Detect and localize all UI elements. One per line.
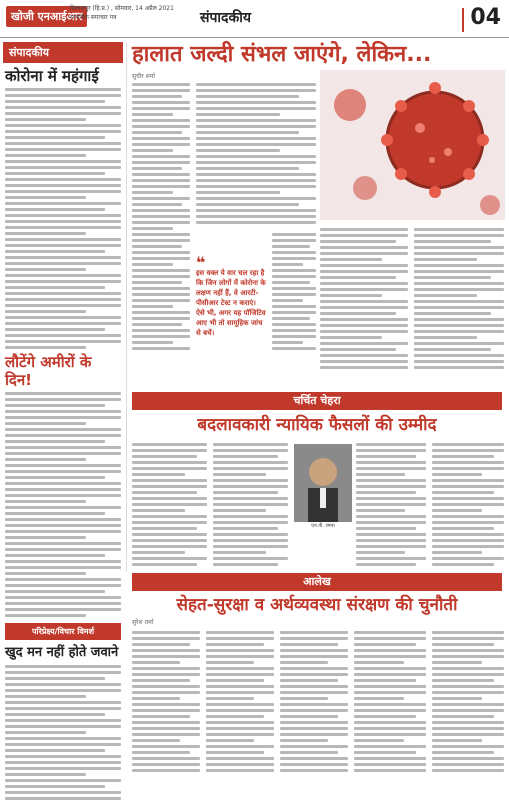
featured-person-band: चर्चित चेहरा bbox=[132, 392, 502, 410]
aalekh-col-1 bbox=[132, 628, 200, 775]
story-heading-1: कोरोना में महंगाई bbox=[5, 67, 99, 85]
main-story-col-1 bbox=[132, 80, 190, 353]
story-heading-2: लौटेंगे अमीरों के दिन! bbox=[5, 353, 92, 389]
pull-quote-text: इस वक्त ये वार चल रहा है कि जिन लोगों में कोरोना के लक्षण नहीं हैं, वे आरटी-पीसीआर टेस्ट न कराएं। ऐसे भी, अगर यह पॉजिटिव आए भी तो सामूहिक जांच से बचें। bbox=[196, 269, 266, 337]
main-byline: सुधीर शर्मा bbox=[132, 73, 155, 80]
main-headline: हालात जल्दी संभल जाएंगे, लेकिन... bbox=[132, 42, 432, 67]
chehra-col-1 bbox=[132, 440, 207, 569]
quote-icon: ❝ bbox=[196, 253, 206, 272]
masthead-subtitle: सामयिक समाचार पत्र bbox=[70, 14, 117, 21]
story-body-3 bbox=[3, 665, 123, 800]
article-headline: सेहत-सुरक्षा व अर्थव्यवस्था संरक्षण की चुनौती bbox=[176, 595, 458, 615]
main-story-col-2 bbox=[196, 80, 316, 227]
left-column bbox=[3, 42, 123, 794]
newspaper-logo: खोजी एनआईआर bbox=[6, 6, 87, 27]
main-story-col-2b bbox=[272, 230, 316, 353]
featured-person-headline: बदलावकारी न्यायिक फैसलों की उम्मीद bbox=[197, 415, 437, 435]
main-story-col-3 bbox=[320, 225, 408, 372]
story-heading-3: खुद मन नहीं होते जवाने bbox=[5, 645, 119, 660]
story-body-1 bbox=[3, 88, 123, 349]
column-divider bbox=[126, 42, 127, 572]
judge-portrait bbox=[294, 444, 352, 522]
masthead bbox=[0, 0, 509, 38]
main-story-col-4 bbox=[414, 225, 504, 372]
chehra-col-4 bbox=[432, 440, 504, 569]
chehra-col-3 bbox=[356, 440, 426, 569]
pull-quote bbox=[196, 253, 266, 338]
opinion-box bbox=[5, 623, 121, 640]
aalekh-col-4 bbox=[354, 628, 426, 775]
aalekh-col-2 bbox=[206, 628, 274, 775]
virus-illustration bbox=[320, 70, 505, 220]
aalekh-col-3 bbox=[280, 628, 348, 775]
section-title: संपादकीय bbox=[200, 10, 251, 26]
story-body-2 bbox=[3, 392, 123, 617]
editorial-band: संपादकीय bbox=[3, 42, 123, 63]
portrait-caption: एन.वी. रमना bbox=[311, 523, 335, 529]
person-photo bbox=[294, 444, 352, 522]
opinion-box-caption: परिप्रेक्ष्य/विचार विमर्श bbox=[6, 624, 120, 639]
article-band: आलेख bbox=[132, 573, 502, 591]
article-byline: सुरेश धर्मा bbox=[132, 619, 154, 626]
aalekh-col-5 bbox=[432, 628, 504, 775]
page-number-bar bbox=[462, 8, 464, 32]
masthead-date: बिलासपुर (हि.प्र.) , सोमवार, 14 अप्रैल 2021 bbox=[70, 5, 174, 12]
chehra-col-2 bbox=[213, 440, 288, 569]
masthead-meta bbox=[70, 4, 174, 22]
page-number: 04 bbox=[470, 5, 501, 30]
coronavirus-image bbox=[320, 70, 505, 220]
